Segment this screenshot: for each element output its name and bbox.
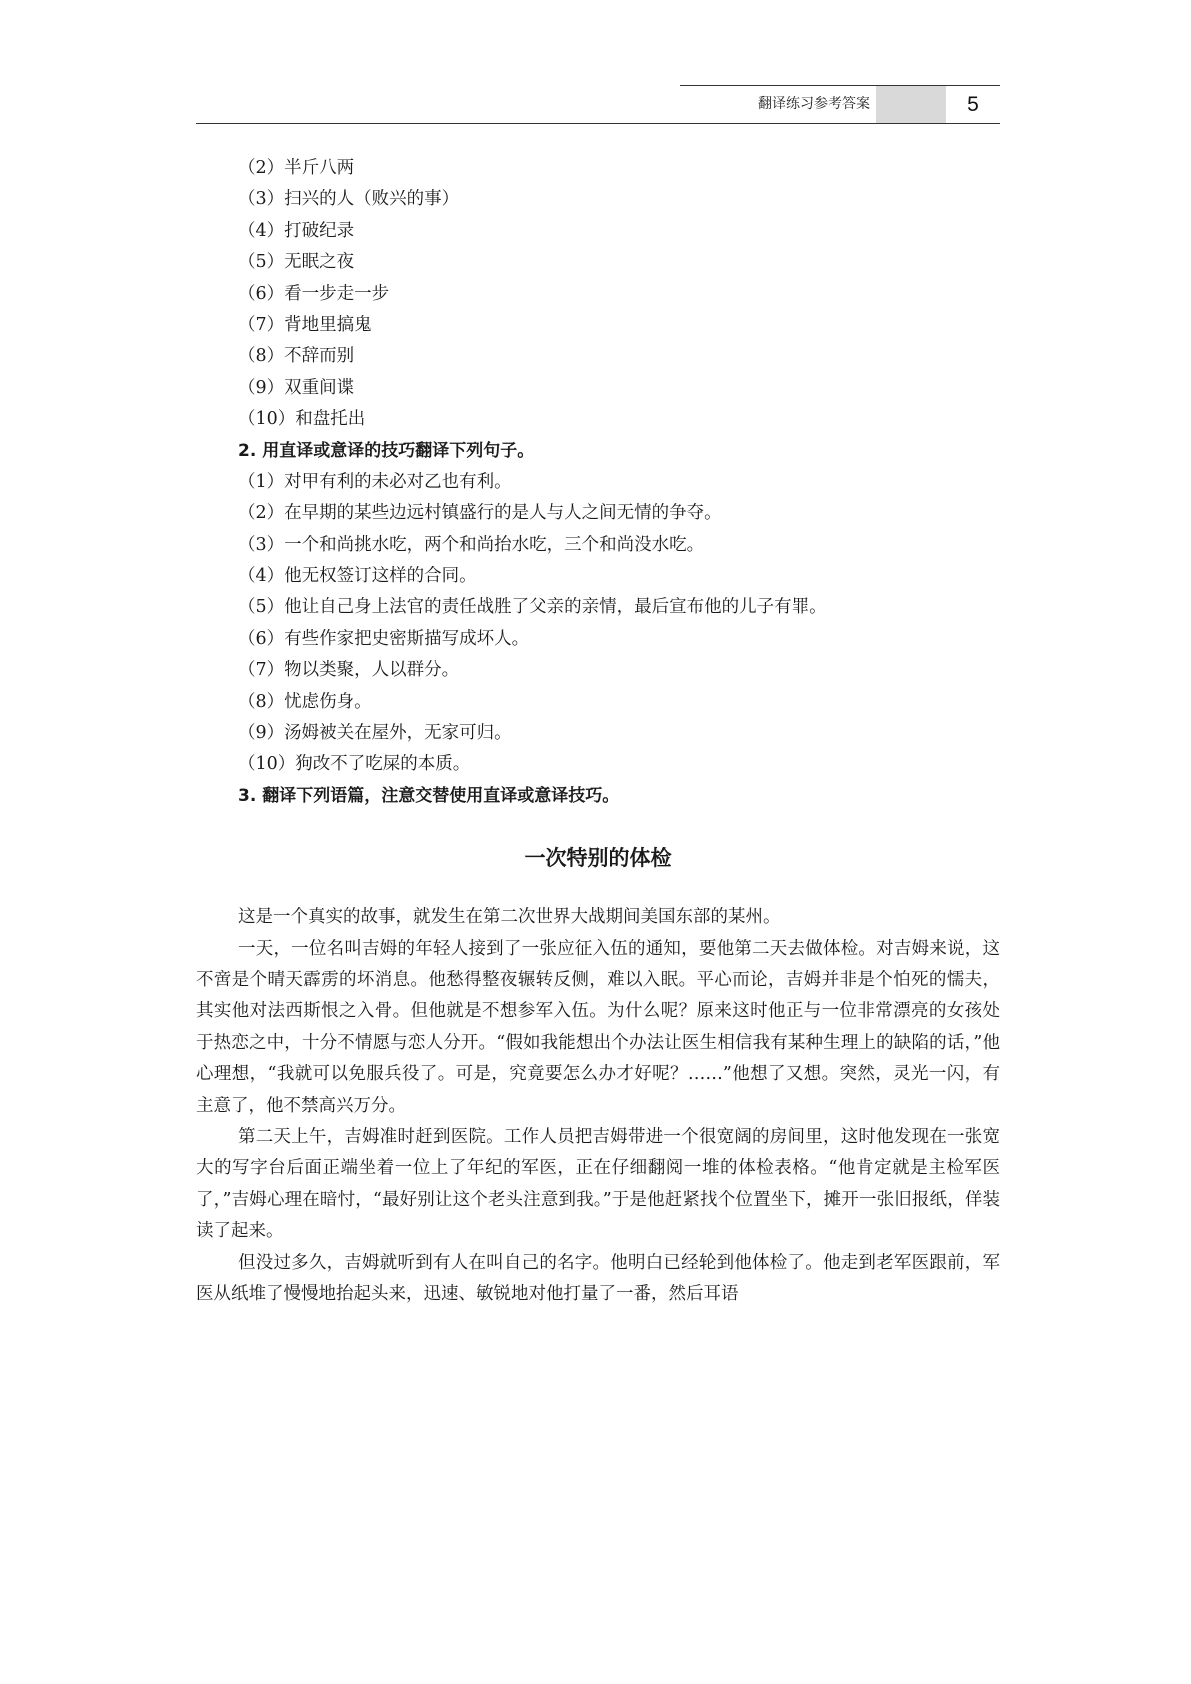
list-item: （3）扫兴的人（败兴的事） — [238, 189, 460, 210]
list-item: （5）他让自己身上法官的责任战胜了父亲的亲情，最后宣布他的儿子有罪。 — [238, 597, 827, 618]
list-item: （9）汤姆被关在屋外，无家可归。 — [238, 723, 512, 744]
list-item: （10）狗改不了吃屎的本质。 — [238, 754, 471, 775]
story-body — [196, 902, 1000, 1310]
list-item: （2）在早期的某些边远村镇盛行的是人与人之间无情的争夺。 — [238, 503, 722, 524]
section-3-heading: 3. 翻译下列语篇，注意交替使用直译或意译技巧。 — [238, 785, 620, 806]
story-paragraph: 但没过多久，吉姆就听到有人在叫自己的名字。他明白已经轮到他体检了。他走到老军医跟前，军医从纸堆了慢慢地抬起头来，迅速、敏锐地对他打量了一番，然后耳语 — [196, 1252, 1000, 1305]
header-gray-box — [876, 86, 946, 123]
page-number: 5 — [967, 93, 979, 116]
list-item: （8）不辞而别 — [238, 346, 355, 367]
list-item: （8）忧虑伤身。 — [238, 691, 372, 712]
story-title: 一次特别的体检 — [524, 845, 672, 871]
list-item: （10）和盘托出 — [238, 409, 366, 430]
story-paragraph: 第二天上午，吉姆准时赶到医院。工作人员把吉姆带进一个很宽阔的房间里，这时他发现在一张宽大的写字台后面正端坐着一位上了年纪的军医，正在仔细翻阅一堆的体检表格。“他肯定就是主检军医了，”吉姆心理在暗忖，“最好别让这个老头注意到我。”于是他赶紧找个位置坐下，摊开一张旧报纸，佯装读了起来。 — [196, 1127, 1000, 1242]
list-item: （7）物以类聚，人以群分。 — [238, 660, 460, 681]
header-bottom-rule — [196, 123, 1000, 124]
list-item: （3）一个和尚挑水吃，两个和尚抬水吃，三个和尚没水吃。 — [238, 534, 705, 555]
list-item: （4）他无权签订这样的合同。 — [238, 566, 477, 587]
list-item: （6）有些作家把史密斯描写成坏人。 — [238, 628, 530, 649]
running-title: 翻译练习参考答案 — [758, 96, 870, 112]
page-content — [196, 153, 1000, 1310]
list-item: （9）双重间谍 — [238, 377, 355, 398]
list-item: （6）看一步走一步 — [238, 283, 390, 304]
list-item: （7）背地里搞鬼 — [238, 314, 372, 335]
section-2-heading: 2. 用直译或意译的技巧翻译下列句子。 — [238, 440, 535, 461]
list-item: （5）无眠之夜 — [238, 252, 355, 273]
story-paragraph: 这是一个真实的故事，就发生在第二次世界大战期间美国东部的某州。 — [238, 907, 781, 928]
list-item: （1）对甲有利的未必对乙也有利。 — [238, 471, 512, 492]
list-item: （2）半斤八两 — [238, 158, 355, 178]
story-paragraph: 一天，一位名叫吉姆的年轻人接到了一张应征入伍的通知，要他第二天去做体检。对吉姆来说，这不啻是个晴天霹雳的坏消息。他愁得整夜辗转反侧，难以入眠。平心而论，吉姆并非是个怕死的懦夫，其实他对法西斯恨之入骨。但他就是不想参军入伍。为什么呢？原来这时他正与一位非常漂亮的女孩处于热恋之中，十分不情愿与恋人分开。“假如我能想出个办法让医生相信我有某种生理上的缺陷的话，”他心理想，“我就可以免服兵役了。可是，究竟要怎么办才好呢？……”他想了又想。突然，灵光一闪，有主意了，他不禁高兴万分。 — [196, 938, 1000, 1116]
page-header — [196, 85, 1000, 125]
list-item: （4）打破纪录 — [238, 220, 355, 241]
